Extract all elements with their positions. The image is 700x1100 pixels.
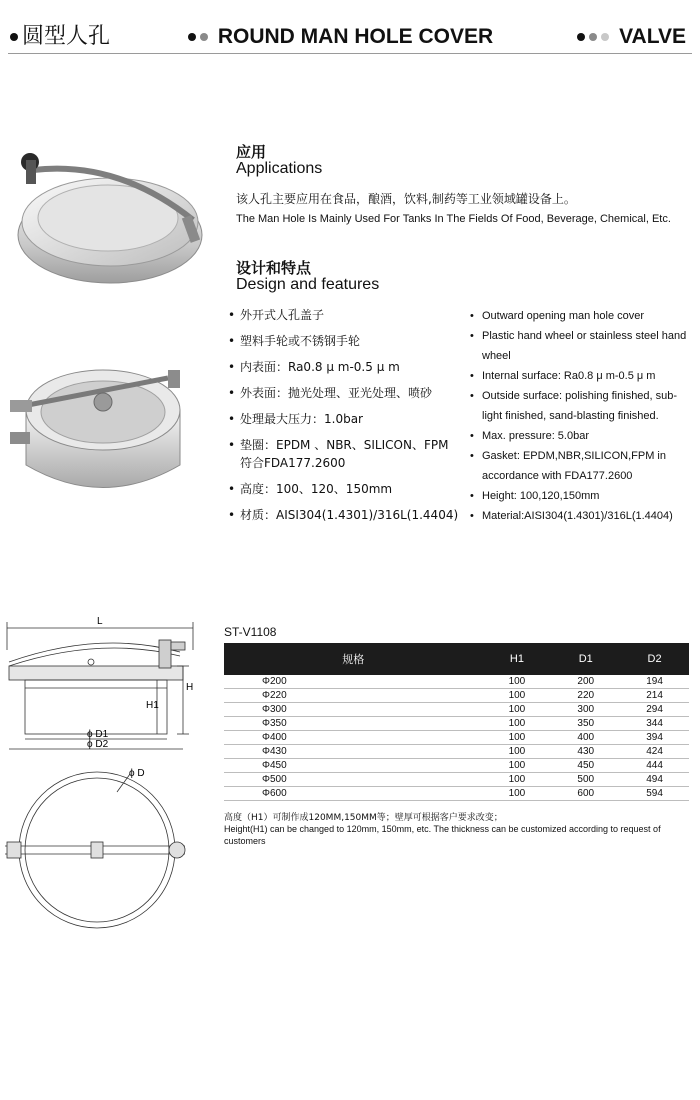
table-row	[224, 703, 689, 717]
drawing-label-d2: ϕ D2	[87, 739, 109, 750]
table-row	[224, 675, 689, 689]
table-cell: Φ350	[224, 717, 483, 731]
feature-item-en: • Plastic hand wheel or stainless steel hand wheel	[470, 326, 695, 366]
table-cell: 214	[620, 689, 689, 703]
bullet-dot-icon	[601, 33, 609, 41]
table-cell: 450	[551, 759, 620, 773]
table-cell: 100	[483, 745, 552, 759]
table-cell: 194	[620, 675, 689, 689]
bullet-dot-icon	[188, 33, 196, 41]
table-row	[224, 787, 689, 801]
feature-item-en: • Outside surface: polishing finished, sub-light finished, sand-blasting finished.	[470, 386, 695, 426]
design-heading-cn: 设计和特点	[236, 259, 312, 277]
table-cell: 100	[483, 717, 552, 731]
table-cell: Φ500	[224, 773, 483, 787]
table-cell: 100	[483, 703, 552, 717]
table-cell: 600	[551, 787, 620, 801]
table-cell: 100	[483, 787, 552, 801]
column-header: H1	[483, 643, 552, 675]
table-cell: 444	[620, 759, 689, 773]
header-title-en: ROUND MAN HOLE COVER	[217, 25, 494, 48]
design-heading-en: Design and features	[236, 276, 380, 293]
product-image-top	[8, 140, 213, 290]
feature-item-cn: • 内表面：Ra0.8 μ m-0.5 μ m	[228, 358, 463, 376]
bullet-dot-icon	[577, 33, 585, 41]
table-cell: 500	[551, 773, 620, 787]
side-view-drawing	[5, 610, 215, 760]
table-cell: 350	[551, 717, 620, 731]
table-cell: 100	[483, 675, 552, 689]
table-cell: Φ400	[224, 731, 483, 745]
table-cell: 394	[620, 731, 689, 745]
feature-item-en: • Outward opening man hole cover	[470, 306, 695, 326]
table-note-en: Height(H1) can be changed to 120mm, 150mm, etc. The thickness can be customized according to request of customers	[224, 824, 661, 846]
table-cell: 220	[551, 689, 620, 703]
bullet-dot-icon	[10, 33, 18, 41]
table-cell: 200	[551, 675, 620, 689]
drawing-label-l: L	[97, 616, 103, 627]
table-cell: 294	[620, 703, 689, 717]
bullet-dot-icon	[200, 33, 208, 41]
table-header-row	[224, 643, 689, 675]
feature-item-cn: • 高度：100、120、150mm	[228, 480, 463, 498]
table-cell: 400	[551, 731, 620, 745]
table-cell: Φ200	[224, 675, 483, 689]
feature-item-en: • Internal surface: Ra0.8 μ m-0.5 μ m	[470, 366, 695, 386]
table-row	[224, 773, 689, 787]
feature-item-en: • Max. pressure: 5.0bar	[470, 426, 695, 446]
feature-item-cn: • 外开式人孔盖子	[228, 306, 463, 324]
features-list-en	[470, 306, 695, 526]
table-cell: 430	[551, 745, 620, 759]
table-cell: 594	[620, 787, 689, 801]
header-category-group	[577, 24, 686, 50]
feature-item-cn: • 处理最大压力：1.0bar	[228, 410, 463, 428]
header-title-cn: 圆型人孔	[22, 24, 111, 49]
table-cell: Φ600	[224, 787, 483, 801]
column-header: 规格	[224, 643, 483, 675]
model-number: ST-V1108	[224, 625, 277, 639]
drawing-label-d: ϕ D	[129, 768, 145, 779]
table-note-cn: 高度（H1）可制作成120MM,150MM等；壁厚可根据客户要求改变；	[224, 813, 503, 823]
feature-item-cn: • 塑料手轮或不锈钢手轮	[228, 332, 463, 350]
table-cell: 300	[551, 703, 620, 717]
table-cell: Φ450	[224, 759, 483, 773]
table-cell: 100	[483, 731, 552, 745]
table-cell: Φ220	[224, 689, 483, 703]
features-list-cn	[228, 306, 463, 532]
drawing-label-h: H	[186, 682, 194, 693]
table-cell: 100	[483, 689, 552, 703]
header-category: VALVE	[619, 25, 686, 48]
applications-heading-cn: 应用	[236, 143, 267, 161]
feature-item-cn: • 材质：AISI304(1.4301)/316L(1.4404)	[228, 506, 463, 524]
applications-heading-en: Applications	[236, 160, 323, 177]
header-title-cn-group	[10, 24, 110, 50]
table-row	[224, 689, 689, 703]
page-header	[0, 0, 700, 56]
table-cell: 100	[483, 759, 552, 773]
bullet-dot-icon	[589, 33, 597, 41]
table-cell: Φ300	[224, 703, 483, 717]
table-row	[224, 717, 689, 731]
drawing-label-h1: H1	[146, 700, 159, 711]
header-title-en-group	[188, 24, 493, 50]
table-row	[224, 731, 689, 745]
spec-table	[224, 643, 689, 801]
applications-text-en: The Man Hole Is Mainly Used For Tanks In The Fields Of Food, Beverage, Chemical, Etc.	[236, 213, 671, 225]
applications-text-cn: 该人孔主要应用在食品，酿酒，饮料,制药等工业领域罐设备上。	[236, 192, 576, 206]
feature-item-en: • Gasket: EPDM,NBR,SILICON,FPM in accordance with FDA177.2600	[470, 446, 695, 486]
product-image-bottom	[8, 360, 188, 510]
column-header: D2	[620, 643, 689, 675]
table-row	[224, 745, 689, 759]
top-view-drawing	[5, 762, 215, 932]
feature-item-en: • Height: 100,120,150mm	[470, 486, 695, 506]
table-cell: 100	[483, 773, 552, 787]
feature-item-en: • Material:AISI304(1.4301)/316L(1.4404)	[470, 506, 695, 526]
table-cell: 494	[620, 773, 689, 787]
table-cell: 344	[620, 717, 689, 731]
table-row	[224, 759, 689, 773]
feature-item-cn: • 垫圈：EPDM 、NBR、SILICON、FPM 符合FDA177.2600	[228, 436, 463, 472]
table-cell: 424	[620, 745, 689, 759]
table-cell: Φ430	[224, 745, 483, 759]
header-divider	[8, 53, 692, 54]
column-header: D1	[551, 643, 620, 675]
drawing-label-d1: ϕ D1	[87, 729, 109, 740]
feature-item-cn: • 外表面：抛光处理、亚光处理、喷砂	[228, 384, 463, 402]
